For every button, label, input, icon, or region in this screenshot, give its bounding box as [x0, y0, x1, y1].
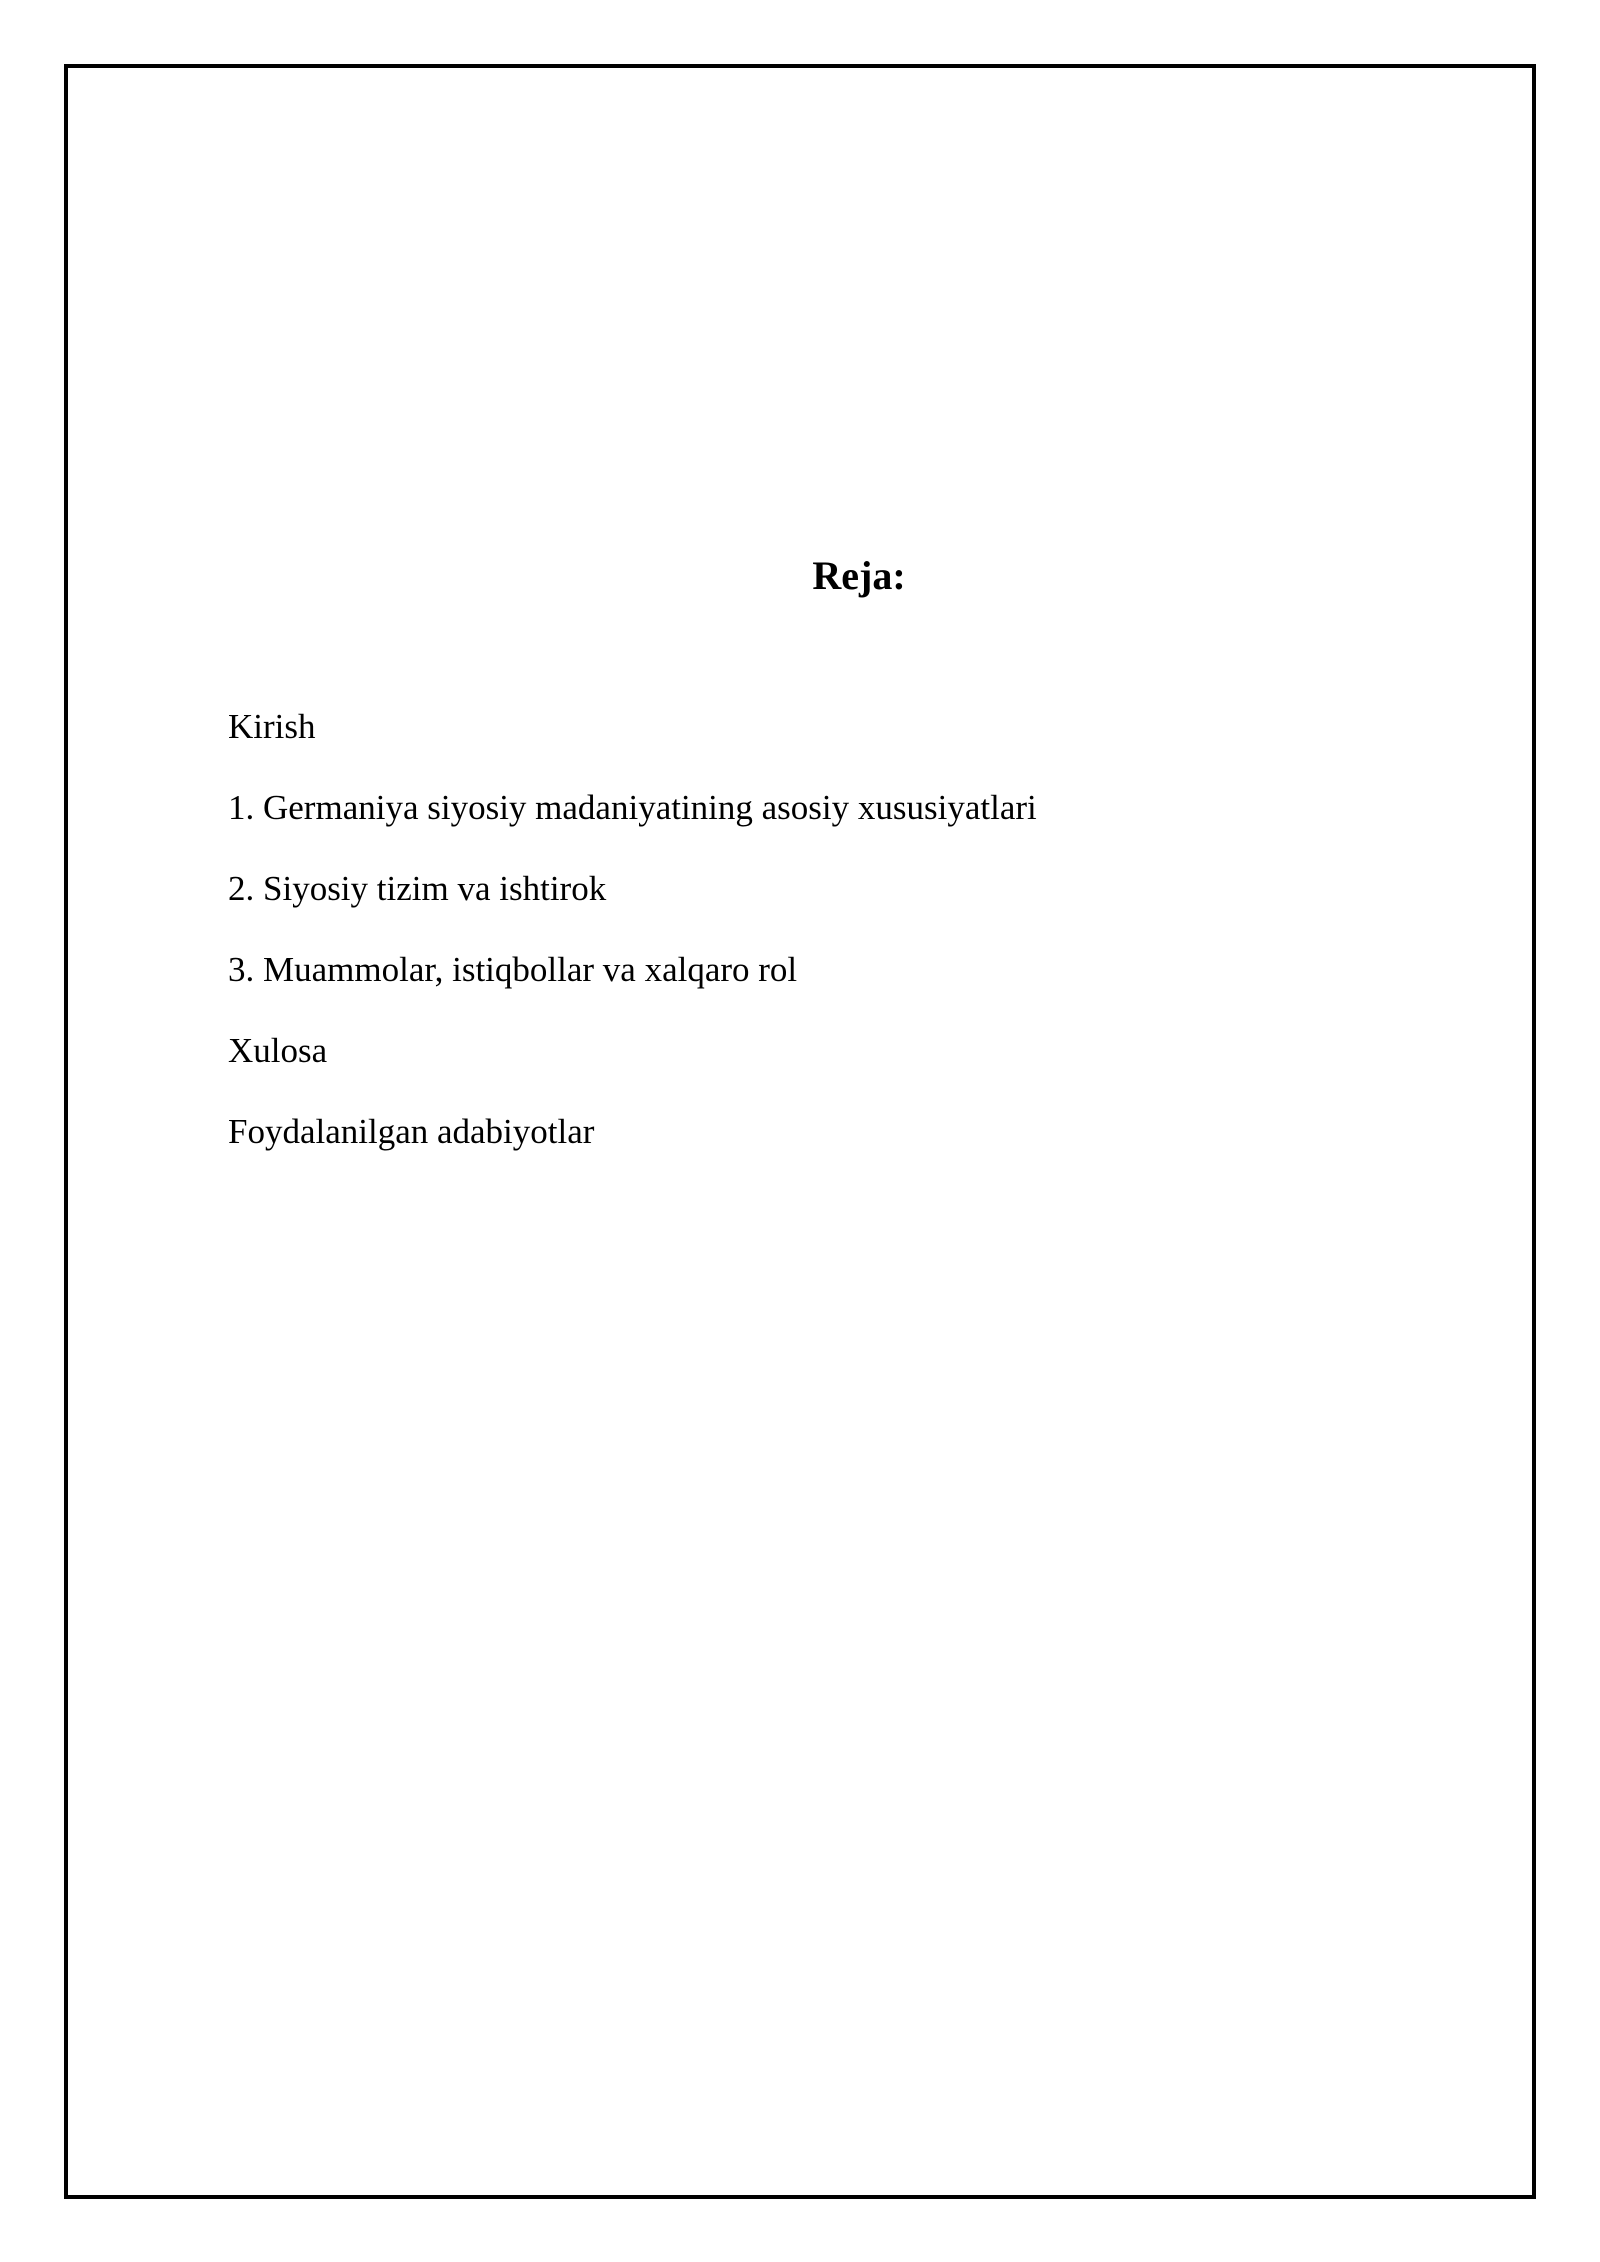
- page-title: Reja:: [812, 553, 906, 598]
- plan-item-introduction: Kirish: [228, 707, 316, 746]
- plan-item-1: 1. Germaniya siyosiy madaniyatining asosiy xususiyatlari: [228, 788, 1037, 827]
- plan-list: [228, 700, 1037, 1186]
- plan-item-2: 2. Siyosiy tizim va ishtirok: [228, 869, 607, 908]
- plan-item-3: 3. Muammolar, istiqbollar va xalqaro rol: [228, 950, 798, 989]
- plan-item-conclusion: Xulosa: [228, 1031, 328, 1070]
- plan-item-references: Foydalanilgan adabiyotlar: [228, 1112, 595, 1151]
